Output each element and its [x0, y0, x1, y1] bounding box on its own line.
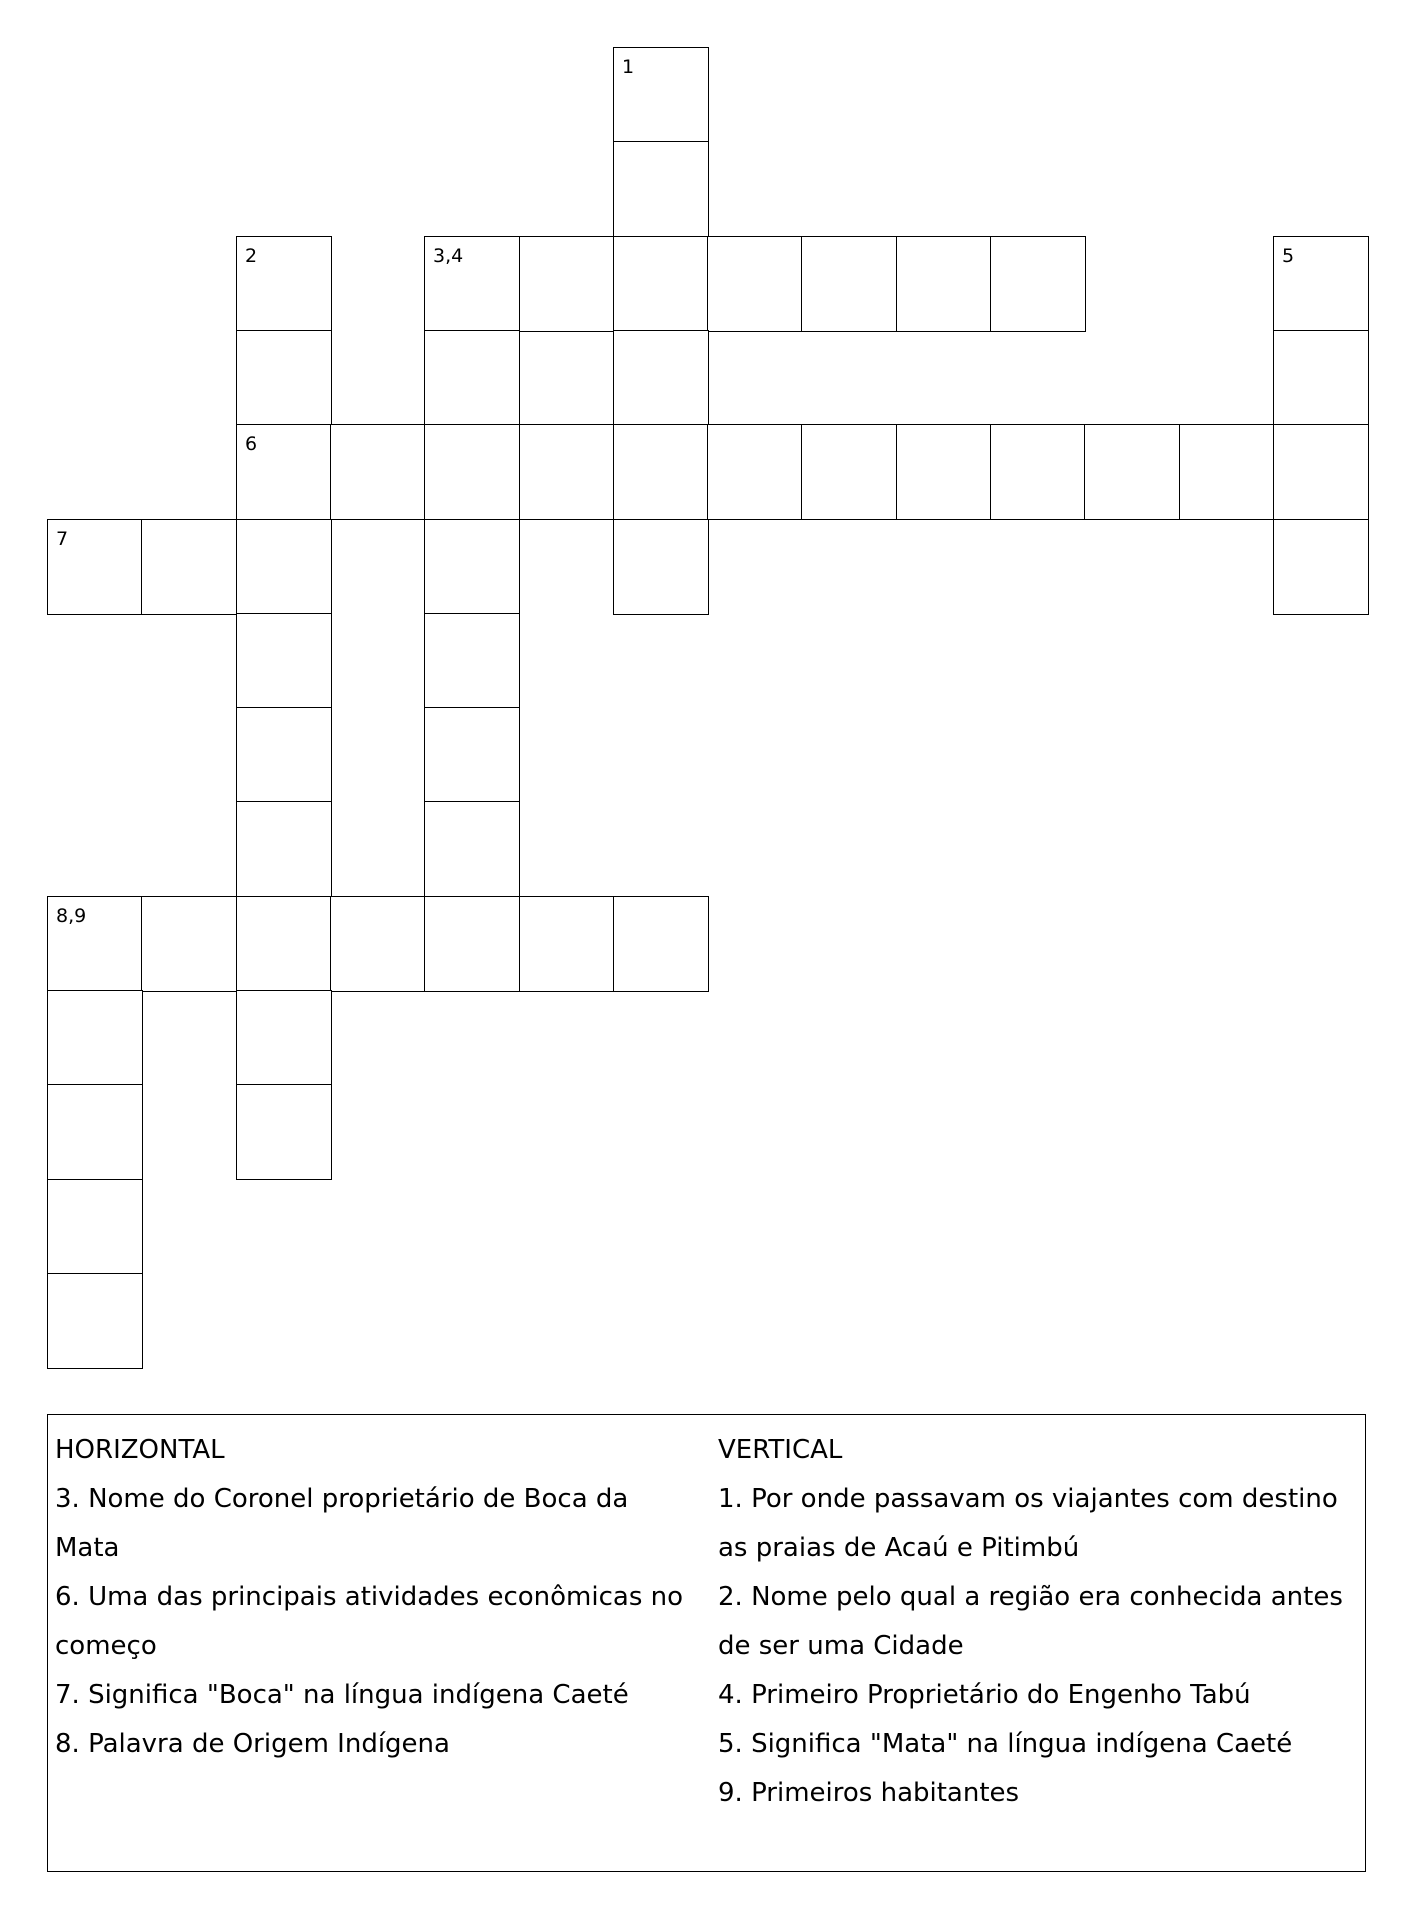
grid-cell[interactable]: [613, 519, 709, 615]
grid-cell[interactable]: [47, 519, 143, 615]
grid-cell[interactable]: [330, 896, 426, 992]
grid-cell[interactable]: [236, 236, 332, 332]
grid-cell[interactable]: [47, 1084, 143, 1180]
cell-number: 3,4: [433, 245, 464, 267]
grid-cell[interactable]: [519, 236, 615, 332]
grid-cell[interactable]: [47, 1179, 143, 1275]
grid-cell[interactable]: [707, 236, 803, 332]
grid-cell[interactable]: [801, 236, 897, 332]
clue-box: [47, 1414, 1366, 1872]
grid-cell[interactable]: [1273, 424, 1369, 520]
grid-cell[interactable]: [1179, 424, 1275, 520]
vertical-clue-line: 4. Primeiro Proprietário do Engenho Tabú: [718, 1680, 1251, 1710]
grid-cell[interactable]: [613, 47, 709, 143]
grid-cell[interactable]: [424, 896, 520, 992]
cell-number: 1: [622, 56, 635, 78]
grid-cell[interactable]: [236, 707, 332, 803]
horizontal-clue-line: Mata: [55, 1533, 120, 1563]
vertical-clue-line: 9. Primeiros habitantes: [718, 1778, 1020, 1808]
grid-cell[interactable]: [236, 330, 332, 426]
vertical-clue-line: 1. Por onde passavam os viajantes com destino: [718, 1484, 1338, 1514]
grid-cell[interactable]: [613, 896, 709, 992]
grid-cell[interactable]: [236, 896, 332, 992]
grid-cell[interactable]: [707, 424, 803, 520]
grid-cell[interactable]: [424, 801, 520, 897]
horizontal-clue-line: 6. Uma das principais atividades econômicas no: [55, 1582, 684, 1612]
grid-cell[interactable]: [141, 519, 237, 615]
grid-cell[interactable]: [519, 896, 615, 992]
grid-cell[interactable]: [236, 1084, 332, 1180]
grid-cell[interactable]: [613, 330, 709, 426]
vertical-clue-line: de ser uma Cidade: [718, 1631, 964, 1661]
grid-cell[interactable]: [236, 801, 332, 897]
grid-cell[interactable]: [236, 519, 332, 615]
cell-number: 7: [56, 528, 69, 550]
horizontal-clue-line: começo: [55, 1631, 157, 1661]
grid-cell[interactable]: [990, 424, 1086, 520]
vertical-clues: [718, 1426, 1358, 1818]
grid-cell[interactable]: [47, 1273, 143, 1369]
cell-number: 6: [245, 433, 258, 455]
grid-cell[interactable]: [47, 990, 143, 1086]
horizontal-clue-line: 3. Nome do Coronel proprietário de Boca da: [55, 1484, 629, 1514]
grid-cell[interactable]: [424, 707, 520, 803]
grid-cell[interactable]: [896, 424, 992, 520]
grid-cell[interactable]: [1084, 424, 1180, 520]
grid-cell[interactable]: [613, 236, 709, 332]
grid-cell[interactable]: [1273, 519, 1369, 615]
grid-cell[interactable]: [424, 236, 520, 332]
horizontal-clue-line: 7. Significa "Boca" na língua indígena Caeté: [55, 1680, 629, 1710]
vertical-clue-line: as praias de Acaú e Pitimbú: [718, 1533, 1080, 1563]
horizontal-clue-line: 8. Palavra de Origem Indígena: [55, 1729, 450, 1759]
horizontal-clues: [55, 1426, 710, 1769]
cell-number: 8,9: [56, 905, 87, 927]
cell-number: 5: [1282, 245, 1295, 267]
grid-cell[interactable]: [990, 236, 1086, 332]
grid-cell[interactable]: [519, 424, 615, 520]
grid-cell[interactable]: [236, 613, 332, 709]
vertical-clue-line: 2. Nome pelo qual a região era conhecida antes: [718, 1582, 1343, 1612]
grid-cell[interactable]: [424, 330, 520, 426]
grid-cell[interactable]: [1273, 330, 1369, 426]
grid-cell[interactable]: [141, 896, 237, 992]
grid-cell[interactable]: [424, 519, 520, 615]
cell-number: 2: [245, 245, 258, 267]
grid-cell[interactable]: [896, 236, 992, 332]
grid-cell[interactable]: [236, 424, 332, 520]
vertical-clue-line: 5. Significa "Mata" na língua indígena Caeté: [718, 1729, 1293, 1759]
horizontal-heading: HORIZONTAL: [55, 1435, 225, 1465]
grid-cell[interactable]: [424, 613, 520, 709]
grid-cell[interactable]: [330, 424, 426, 520]
grid-cell[interactable]: [424, 424, 520, 520]
grid-cell[interactable]: [613, 424, 709, 520]
grid-cell[interactable]: [1273, 236, 1369, 332]
grid-cell[interactable]: [801, 424, 897, 520]
grid-cell[interactable]: [47, 896, 143, 992]
vertical-heading: VERTICAL: [718, 1435, 843, 1465]
grid-cell[interactable]: [613, 141, 709, 237]
grid-cell[interactable]: [236, 990, 332, 1086]
